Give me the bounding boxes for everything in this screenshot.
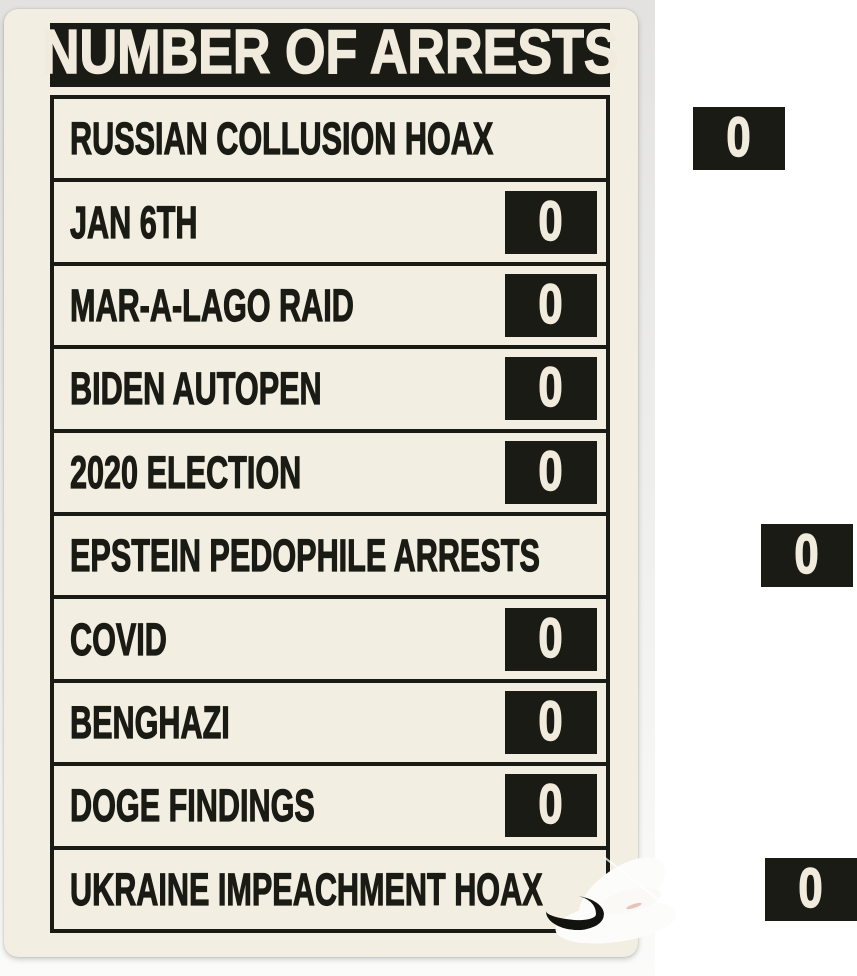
row-value-box — [761, 524, 853, 587]
row-value: 0 — [538, 272, 564, 336]
row-label: BENGHAZI — [70, 697, 230, 749]
row-label: MAR-A-LAGO RAID — [70, 280, 354, 332]
table-row — [54, 850, 824, 929]
table-row — [54, 599, 606, 682]
row-value-box — [505, 605, 597, 671]
row-value-box — [505, 188, 597, 254]
row-label: DOGE FINDINGS — [70, 780, 315, 832]
row-value-box — [505, 691, 597, 754]
table-row — [54, 99, 751, 182]
table-row — [54, 433, 606, 516]
row-value: 0 — [538, 772, 564, 836]
poster-title-bar — [41, 18, 619, 87]
row-label: JAN 6TH — [70, 196, 198, 248]
row-value: 0 — [538, 689, 564, 753]
row-label: UKRAINE IMPEACHMENT HOAX — [70, 863, 543, 915]
row-value-box — [505, 438, 597, 504]
row-label: COVID — [70, 613, 167, 665]
row-value-box — [505, 274, 597, 337]
table-row — [54, 182, 606, 265]
row-value: 0 — [538, 188, 564, 252]
table-row — [54, 683, 606, 766]
poster-card — [4, 9, 824, 957]
row-value: 0 — [538, 438, 564, 502]
row-value-box — [505, 774, 597, 837]
row-value: 0 — [798, 855, 824, 919]
table-row — [54, 349, 606, 432]
row-value-box — [693, 107, 785, 170]
table-row — [54, 266, 606, 349]
row-label: RUSSIAN COLLUSION HOAX — [70, 113, 494, 165]
row-value-box — [765, 855, 857, 921]
row-label: 2020 ELECTION — [70, 446, 302, 498]
row-value: 0 — [794, 522, 820, 586]
row-value: 0 — [538, 605, 564, 669]
row-value: 0 — [726, 105, 751, 169]
poster-title: NUMBER OF ARRESTS — [41, 18, 619, 87]
arrests-table — [50, 95, 824, 933]
row-value-box — [505, 357, 597, 420]
table-row — [54, 516, 820, 599]
row-value: 0 — [538, 355, 564, 419]
row-label: EPSTEIN PEDOPHILE ARRESTS — [70, 530, 540, 582]
row-label: BIDEN AUTOPEN — [70, 363, 322, 415]
table-row — [54, 766, 606, 849]
